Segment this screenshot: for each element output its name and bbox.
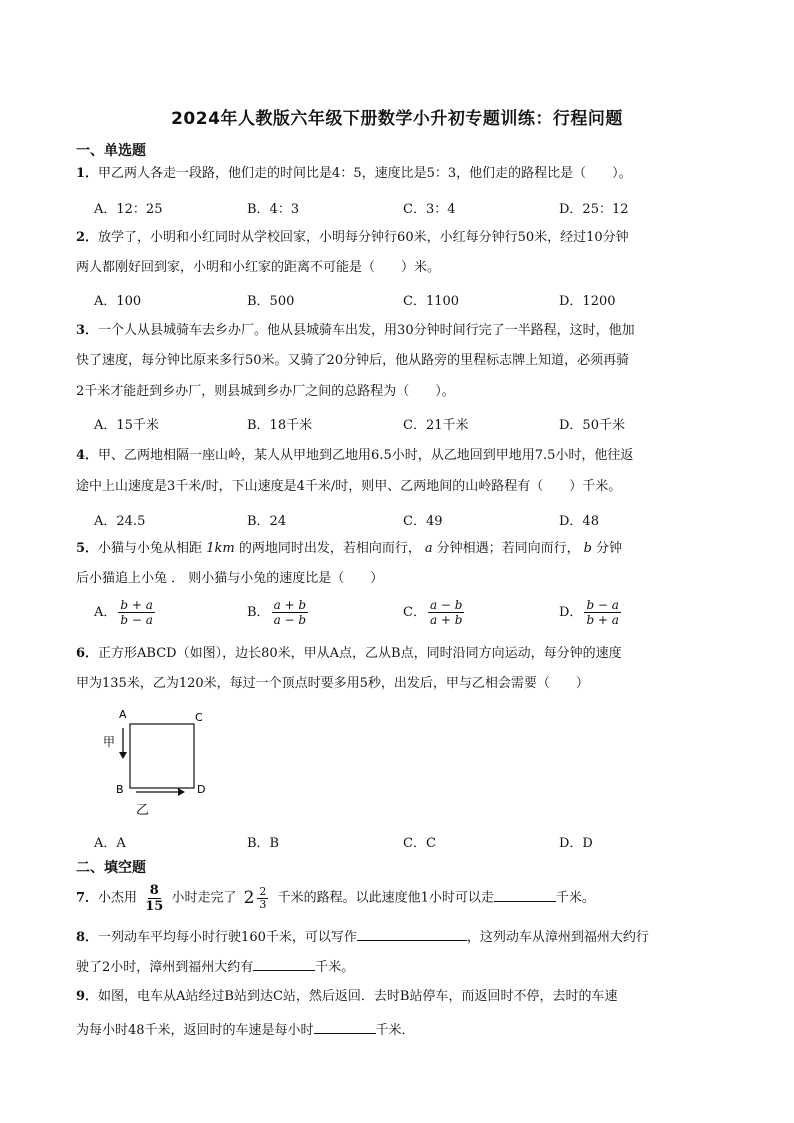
question-7 (76, 882, 724, 915)
question-4-options (0, 510, 794, 530)
option-b[interactable]: B．24 (247, 514, 287, 529)
question-9 (76, 988, 724, 1006)
option-c[interactable]: C．3：4 (403, 202, 456, 217)
question-1-options (0, 198, 794, 218)
answer-blank[interactable] (253, 956, 315, 971)
question-6 (76, 645, 724, 663)
option-b[interactable] (247, 598, 310, 627)
question-5-line-2: 后小猫追上小兔 ． 则小猫与小兔的速度比是（ ） (76, 571, 384, 586)
question-4 (76, 447, 724, 465)
variable-a: a (424, 541, 433, 556)
variable-b: b (583, 541, 592, 556)
vertex-b-label: B (116, 783, 124, 796)
question-text: 小杰用 (98, 890, 138, 906)
question-text: 小猫与小兔从相距 (98, 541, 203, 556)
option-label: C． (403, 605, 426, 620)
section-heading-single-choice: 一、单选题 (76, 143, 146, 159)
question-2 (76, 229, 724, 247)
question-text-line: 放学了，小明和小红同时从学校回家，小明每分钟行60米，小红每分钟行50米，经过10分钟 (98, 230, 629, 245)
question-text: 的两地同时出发，若相向而行， (238, 541, 421, 556)
arrow-right-icon (136, 788, 185, 796)
question-text: 千米。 (315, 960, 355, 975)
question-text: 千米． (375, 1023, 415, 1038)
option-c[interactable] (403, 598, 466, 627)
square-figure (96, 702, 226, 822)
question-text: 千米。 (555, 890, 595, 906)
question-text: 分钟相遇；若同向而行， (436, 541, 580, 556)
option-b[interactable]: B．4：3 (247, 202, 300, 217)
question-2-options (0, 290, 794, 310)
option-d[interactable] (559, 598, 623, 627)
question-number: 3． (76, 323, 99, 338)
question-number: 1． (76, 166, 99, 181)
question-2-line-2: 两人都刚好回到家，小明和小红家的距离不可能是（ ）米。 (76, 260, 441, 275)
question-text: 驶了2小时，漳州到福州大约有 (76, 960, 254, 975)
question-text: 千米的路程。以此速度他1小时可以走 (277, 890, 494, 906)
question-text-line: 如图，电车从A站经过B站到达C站，然后返回．去时B站停车，而返回时不停，去时的车速 (98, 989, 618, 1004)
question-text: 甲乙两人各走一段路，他们走的时间比是4：5，速度比是5：3，他们走的路程比是（ ）。 (98, 166, 632, 181)
vertex-c-label: C (195, 711, 203, 724)
arrow-down-icon (119, 728, 127, 759)
vertex-d-label: D (197, 783, 206, 796)
question-text: 小时走完了 (171, 890, 237, 906)
fraction: $\frac{a - b}{a + b}$ (429, 598, 463, 627)
question-number: 4． (76, 448, 99, 463)
option-c[interactable]: C．1100 (403, 294, 460, 309)
square-abcd (130, 724, 194, 788)
answer-blank[interactable] (314, 1019, 376, 1034)
option-d[interactable]: D．48 (559, 514, 599, 529)
question-8 (76, 926, 724, 947)
question-text-line: 一个人从县城骑车去乡办厂。他从县城骑车出发，用30分钟时间行完了一半路程，这时，他加 (98, 323, 635, 338)
question-number: 9． (76, 989, 99, 1004)
jia-label: 甲 (103, 735, 116, 749)
question-text: 分钟 (595, 541, 622, 556)
option-label: A． (94, 605, 117, 620)
question-1 (76, 165, 724, 183)
answer-blank[interactable] (357, 926, 467, 941)
option-c[interactable]: C．21千米 (403, 418, 469, 433)
fraction-hours: $\frac{8}{15}$ (145, 882, 164, 914)
page-title: 2024年人教版六年级下册数学小升初专题训练：行程问题 (171, 109, 623, 129)
fraction: $\frac{a + b}{a - b}$ (273, 598, 307, 627)
option-a[interactable]: A．12：25 (94, 202, 163, 217)
option-a[interactable]: A．15千米 (94, 418, 159, 433)
question-9-line-2 (76, 1019, 724, 1040)
question-number: 2． (76, 230, 99, 245)
question-text: 一列动车平均每小时行驶160千米，可以写作 (98, 930, 357, 945)
vertex-a-label: A (119, 708, 127, 721)
answer-blank[interactable] (494, 887, 556, 902)
question-5 (76, 540, 724, 558)
question-6-line-2: 甲为135米，乙为120米，每过一个顶点时要多用5秒，出发后，甲与乙相会需要（ ） (76, 676, 589, 691)
question-3-line-3: 2千米才能赶到乡办厂，则县城到乡办厂之间的总路程为（ ）。 (76, 384, 455, 399)
option-d[interactable]: D．25：12 (559, 202, 629, 217)
option-a[interactable]: A．A (94, 836, 126, 851)
question-4-line-2: 途中上山速度是3千米/时，下山速度是4千米/时，则甲、乙两地间的山岭路程有（ ）千米。 (76, 479, 622, 494)
question-8-line-2 (76, 956, 724, 977)
question-text-line: 甲、乙两地相隔一座山岭，某人从甲地到乙地用6.5小时，从乙地回到甲地用7.5小时，他往返 (98, 448, 634, 463)
option-b[interactable]: B．18千米 (247, 418, 313, 433)
option-d[interactable]: D．1200 (559, 294, 616, 309)
question-text-line: 正方形ABCD（如图），边长80米，甲从A点，乙从B点，同时沿同方向运动，每分钟的速度 (98, 646, 622, 661)
option-a[interactable] (94, 598, 157, 627)
question-3-options (0, 414, 794, 434)
fraction: $\frac{b - a}{b + a}$ (586, 598, 619, 627)
question-5-options (0, 598, 794, 634)
option-c[interactable]: C．49 (403, 514, 443, 529)
yi-label: 乙 (136, 803, 150, 818)
option-label: D． (559, 605, 583, 620)
question-text: 为每小时48千米，返回时的车速是每小时 (76, 1023, 314, 1038)
question-3-line-2: 快了速度，每分钟比原来多行50米。又骑了20分钟后，他从路旁的里程标志牌上知道，必须再骑 (76, 353, 630, 368)
option-label: B． (247, 605, 270, 620)
question-number: 7． (76, 890, 99, 906)
option-a[interactable]: A．24.5 (94, 514, 146, 529)
section-heading-fill-in: 二、填空题 (76, 860, 146, 876)
fraction: $\frac{b + a}{b - a}$ (120, 598, 153, 627)
option-a[interactable]: A．100 (94, 294, 142, 309)
option-d[interactable]: D．50千米 (559, 418, 625, 433)
mixed-number: 2 $\frac{2}{3}$ (243, 884, 267, 911)
option-d[interactable]: D．D (559, 836, 593, 851)
question-text: ，这列动车从漳州到福州大约行 (466, 930, 649, 945)
question-number: 5． (76, 541, 99, 556)
question-6-options (0, 832, 794, 852)
option-b[interactable]: B．B (247, 836, 280, 851)
question-number: 8． (76, 930, 99, 945)
option-c[interactable]: C．C (403, 836, 436, 851)
distance-value: 1km (206, 541, 235, 556)
option-b[interactable]: B．500 (247, 294, 295, 309)
question-number: 6． (76, 646, 99, 661)
question-3 (76, 322, 724, 340)
